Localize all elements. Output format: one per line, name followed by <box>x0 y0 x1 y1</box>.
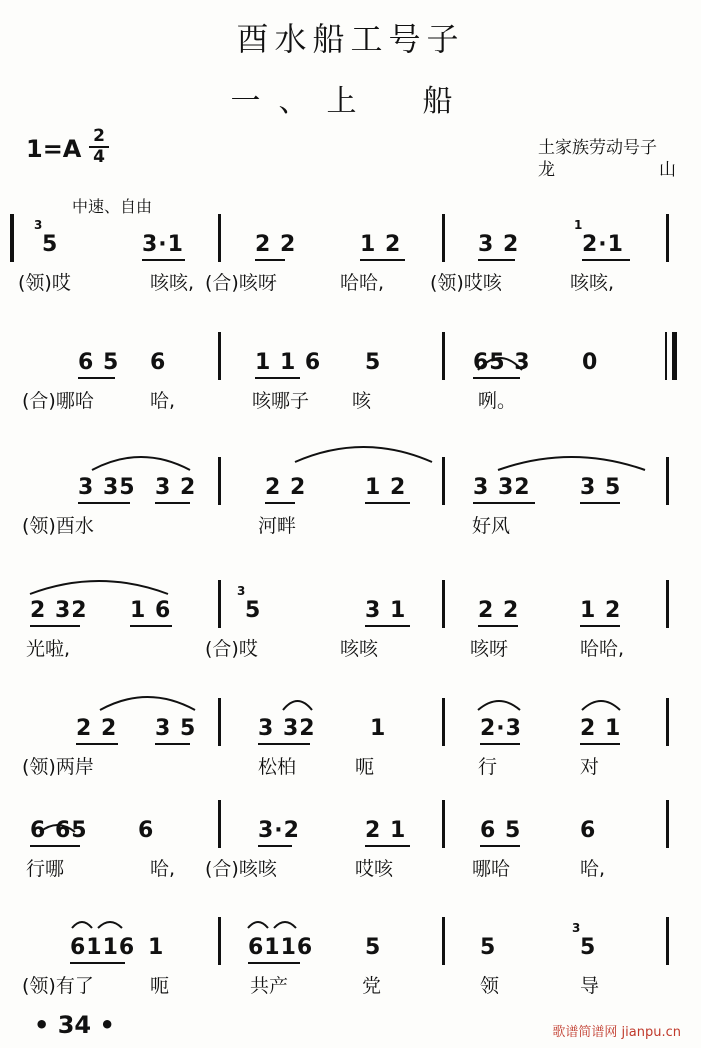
lyric: 哎咳 <box>355 858 394 880</box>
slur <box>30 581 168 594</box>
key-signature: 1=A <box>26 135 82 163</box>
song-title: 酉水船工号子 <box>236 20 465 58</box>
source-place-a: 龙 <box>538 160 555 180</box>
note-group: 3·2 <box>258 818 300 843</box>
note-group: 3·1 <box>142 232 184 257</box>
note-group: 65 3 <box>473 350 531 375</box>
note-group: 6 5 <box>480 818 522 843</box>
note-group: 3 32 <box>473 475 531 500</box>
note-group: 1 2 <box>580 598 622 623</box>
slur <box>498 457 645 470</box>
slur <box>478 701 520 710</box>
lyric: (领)有了 <box>22 975 94 997</box>
lyric: 党 <box>362 975 382 997</box>
note-group: 6 <box>150 350 167 375</box>
source-place-b: 山 <box>659 160 676 180</box>
lyric: 哈, <box>580 858 606 880</box>
note-group: 2 2 <box>265 475 307 500</box>
lyric: 河畔 <box>258 515 297 537</box>
note-group: 1 <box>370 716 387 741</box>
note-group: 2·3 <box>480 716 522 741</box>
note-group: 5 <box>365 935 382 960</box>
note-group: 6 <box>138 818 155 843</box>
note-group: 6 5 <box>78 350 120 375</box>
meter-top: 2 <box>93 126 105 146</box>
note-group: 2 32 <box>30 598 88 623</box>
note-group: 5 <box>245 598 262 623</box>
lyric: 对 <box>580 756 600 778</box>
slur <box>582 701 620 710</box>
lyric: 哈哈, <box>340 272 385 294</box>
grace-note: 3 <box>237 584 247 598</box>
note-group: 0 <box>582 350 599 375</box>
note-group: 2 2 <box>478 598 520 623</box>
lyric: 咳咳, <box>570 272 615 294</box>
note-group: 2 1 <box>365 818 407 843</box>
lyric: (合)咳呀 <box>205 272 277 294</box>
lyric: 咳 <box>352 390 372 412</box>
lyric: 咳哪子 <box>252 390 310 412</box>
slur <box>40 825 75 832</box>
note-group: 1 6 <box>130 598 172 623</box>
note-group: 5 <box>480 935 497 960</box>
note-group: 2 2 <box>255 232 297 257</box>
lyric: (合)哪哈 <box>22 390 94 412</box>
slur <box>295 447 432 462</box>
lyric: (合)咳咳 <box>205 858 277 880</box>
source-genre: 土家族劳动号子 <box>538 138 657 158</box>
note-group: 3 5 <box>155 716 197 741</box>
slur <box>92 457 190 470</box>
lyric: 哪哈 <box>472 858 511 880</box>
lyric: 哈, <box>150 858 176 880</box>
note-group: 1 2 <box>365 475 407 500</box>
lyric: 领 <box>480 975 500 997</box>
lyric: 光啦, <box>26 638 71 660</box>
note-group: 2 2 <box>76 716 118 741</box>
note-group: 3 2 <box>478 232 520 257</box>
section-title: 一、上 船 <box>230 84 471 119</box>
lyric: 行 <box>478 756 498 778</box>
lyric: 好风 <box>472 515 511 537</box>
lyric: 共产 <box>250 975 289 997</box>
note-group: 1 2 <box>360 232 402 257</box>
lyric: 松柏 <box>258 756 297 778</box>
slur <box>248 922 268 928</box>
lyric: 呃 <box>150 975 170 997</box>
grace-note: 3 <box>572 921 582 935</box>
lyric: (领)哎 <box>18 272 71 294</box>
grace-note: 3 <box>34 218 44 232</box>
lyric: 咳呀 <box>470 638 509 660</box>
lyric: (领)两岸 <box>22 756 94 778</box>
note-group: 5 <box>42 232 59 257</box>
lyric: 呃 <box>355 756 375 778</box>
note-group: 6116 <box>70 935 136 960</box>
lyric: 咳咳 <box>340 638 379 660</box>
slur <box>98 922 122 928</box>
note-group: 2 1 <box>580 716 622 741</box>
lyric: (合)哎 <box>205 638 258 660</box>
note-group: 3 32 <box>258 716 316 741</box>
slur <box>283 701 312 710</box>
lyric: (领)哎咳 <box>430 272 502 294</box>
lyric: 哈哈, <box>580 638 625 660</box>
watermark: 歌谱简谱网 jianpu.cn <box>552 1025 681 1040</box>
page-number: • 34 • <box>34 1011 115 1039</box>
slur <box>100 697 195 710</box>
tempo-marking: 中速、自由 <box>72 197 153 216</box>
note-group: 6 <box>580 818 597 843</box>
note-group: 6 65 <box>30 818 88 843</box>
note-group: 5 <box>365 350 382 375</box>
lyric: 导 <box>580 975 600 997</box>
note-group: 3 5 <box>580 475 622 500</box>
lyric: 咳咳, <box>150 272 195 294</box>
note-group: 1 <box>148 935 165 960</box>
lyric: 哈, <box>150 390 176 412</box>
slur <box>72 922 92 928</box>
meter-bottom: 4 <box>93 147 105 167</box>
note-group: 3 35 <box>78 475 136 500</box>
note-group: 1 1 6 <box>255 350 322 375</box>
lyric: 行哪 <box>26 858 65 880</box>
slur <box>478 358 522 370</box>
note-group: 3 2 <box>155 475 197 500</box>
lyric: (领)酉水 <box>22 515 94 537</box>
note-group: 2·1 <box>582 232 624 257</box>
note-group: 3 1 <box>365 598 407 623</box>
note-group: 6116 <box>248 935 314 960</box>
note-group: 5 <box>580 935 597 960</box>
grace-note: 1 <box>574 218 584 232</box>
lyric: 咧。 <box>478 390 517 412</box>
slur <box>274 922 296 928</box>
